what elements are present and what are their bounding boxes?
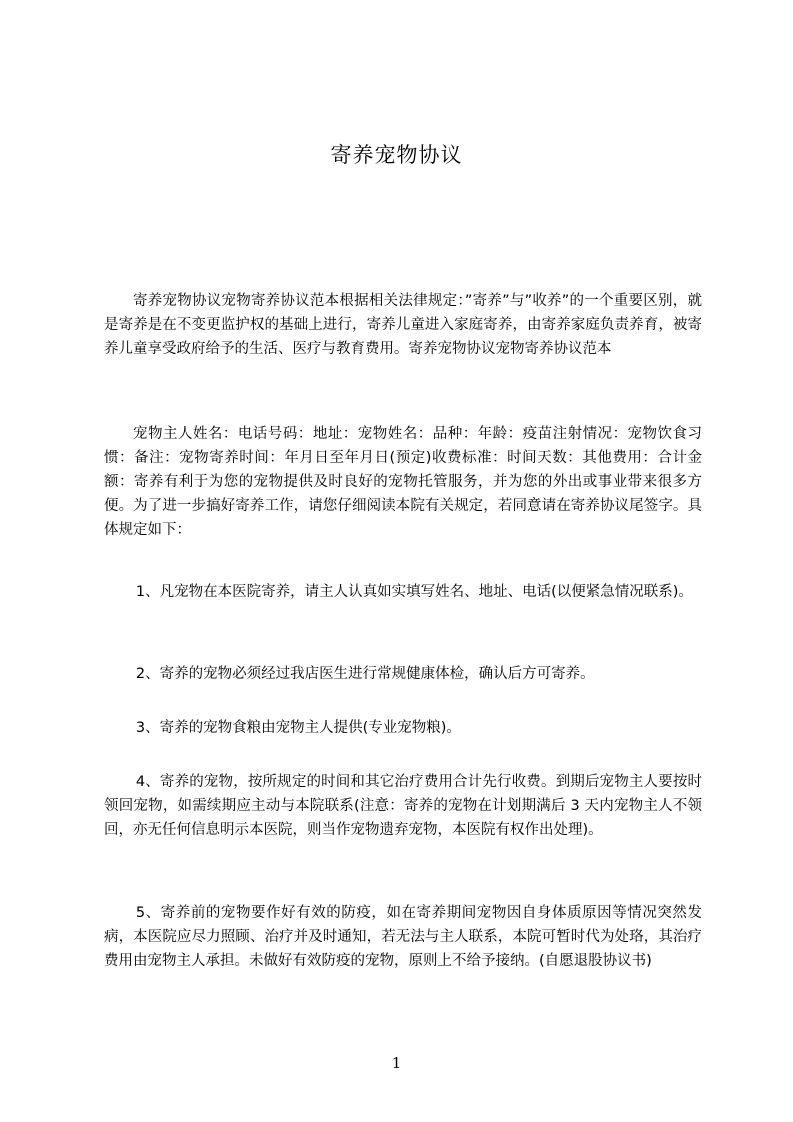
intro-paragraph: 寄养宠物协议宠物寄养协议范本根据相关法律规定：”寄养”与”收养”的一个重要区别，就是寄养是在不变更监护权的基础上进行，寄养儿童进入家庭寄养，由寄养家庭负责养育，被寄养儿童享受政府给予的生活、医疗与教育费用。寄养宠物协议宠物寄养协议范本 [104,293,702,357]
rule-3-paragraph: 3、寄养的宠物食粮由宠物主人提供(专业宠物粮)。 [135,720,461,736]
rule-5-paragraph: 5、寄养前的宠物要作好有效的防疫，如在寄养期间宠物因自身体质原因等情况突然发病，本医院应尽力照顾、治疗并及时通知，若无法与主人联系，本院可暂时代为处珞，其治疗费用由宠物主人承担。未做好有效防疫的宠物，原则上不给予接纳。(自愿退股协议书) [104,905,702,969]
rule-1-paragraph: 1、凡宠物在本医院寄养，请主人认真如实填写姓名、地址、电话(以便紧急情况联系)。 [135,584,693,600]
owner-info-paragraph: 宠物主人姓名：电话号码：地址：宠物姓名：品种：年龄：疫苗注射情况：宠物饮食习惯：备注：宠物寄养时间：年月日至年月日(预定)收费标准：时间天数：其他费用：合计金额：寄养有利于为您的宠物提供及时良好的宠物托管服务，并为您的外出或事业带来很多方便。为了进一步搞好寄养工作，请您仔细阅读本院有关规定，若同意请在寄养协议尾签字。具体规定如下： [104,426,702,538]
page-number: 1 [391,1054,402,1072]
document-title: 寄养宠物协议 [330,143,463,167]
rule-4-paragraph: 4、寄养的宠物，按所规定的时间和其它治疗费用合计先行收费。到期后宠物主人要按时领回宠物，如需续期应主动与本院联系(注意：寄养的宠物在计划期满后 3 天内宠物主人不领回，亦无任何信息明示本医院，则当作宠物遗弃宠物，本医院有权作出处理)。 [104,774,702,838]
rule-2-paragraph: 2、寄养的宠物必须经过我店医生进行常规健康体检，确认后方可寄养。 [135,666,595,682]
